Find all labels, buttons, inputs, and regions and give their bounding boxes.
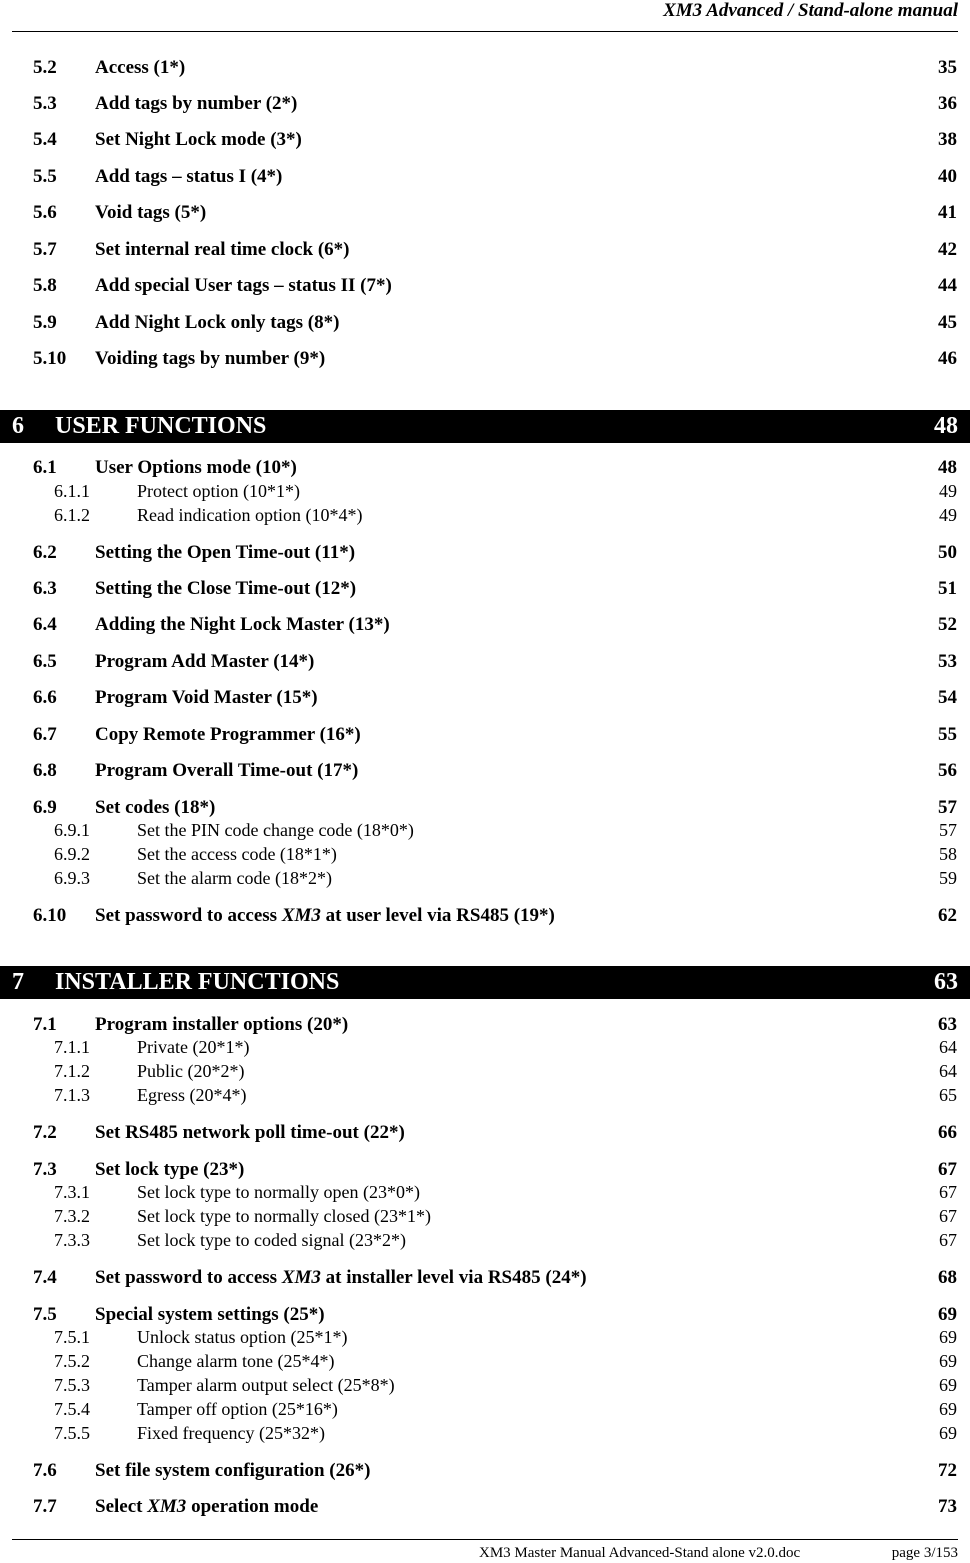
toc-entry-number: 5.8: [33, 275, 57, 296]
toc-entry-number: 6.2: [33, 542, 57, 563]
toc-chapter-heading[interactable]: [0, 410, 970, 443]
toc-entry-number: 6.10: [33, 905, 67, 926]
toc-entry-number: 7.1.3: [54, 1085, 90, 1105]
toc-entry-title: [95, 1496, 318, 1518]
toc-entry-number: 7.3.1: [54, 1182, 90, 1202]
toc-entry-page: 53: [938, 651, 957, 672]
toc-entry-title: Set Night Lock mode (3*): [95, 129, 302, 150]
toc-subsection-entry[interactable]: [0, 1206, 970, 1228]
toc-entry-page: 67: [939, 1206, 957, 1226]
toc-entry-page: 40: [938, 166, 957, 187]
toc-entry-title: Setting the Open Time-out (11*): [95, 542, 356, 563]
toc-entry-page: 69: [939, 1423, 957, 1443]
toc-entry-page: 35: [938, 57, 957, 78]
toc-entry-title: Program Overall Time-out (17*): [95, 760, 359, 781]
toc-entry-page: 49: [939, 505, 957, 525]
toc-entry-title: Egress (20*4*): [137, 1085, 247, 1105]
toc-subsection-entry[interactable]: [0, 1399, 970, 1421]
toc-entry-page: 57: [939, 820, 957, 840]
toc-entry-page: 64: [939, 1037, 957, 1057]
toc-entry-title-product: XM3: [281, 1267, 321, 1288]
toc-entry-number: 7.2: [33, 1122, 57, 1143]
header-divider: [12, 31, 958, 32]
toc-entry-page: 48: [938, 457, 957, 478]
toc-entry-number: 5.4: [33, 129, 57, 150]
toc-section-entry[interactable]: [0, 614, 970, 636]
toc-entry-number: 5.5: [33, 166, 57, 187]
toc-subsection-entry[interactable]: [0, 1351, 970, 1373]
toc-entry-title: Fixed frequency (25*32*): [137, 1423, 325, 1443]
toc-section-entry[interactable]: [0, 202, 970, 224]
toc-entry-title: Set file system configuration (26*): [95, 1460, 371, 1481]
toc-entry-title: Void tags (5*): [95, 202, 207, 223]
toc-entry-title: Setting the Close Time-out (12*): [95, 578, 357, 599]
toc-entry-title: Voiding tags by number (9*): [95, 348, 326, 369]
toc-entry-title: Add Night Lock only tags (8*): [95, 312, 340, 333]
toc-entry-number: 6.1.2: [54, 505, 90, 525]
toc-entry-page: 49: [939, 481, 957, 501]
toc-subsection-entry[interactable]: [0, 1327, 970, 1349]
toc-entry-number: 7.5: [33, 1304, 57, 1325]
toc-entry-page: 59: [939, 868, 957, 888]
toc-section-entry[interactable]: [0, 1460, 970, 1482]
toc-entry-title: Unlock status option (25*1*): [137, 1327, 348, 1347]
toc-section-entry[interactable]: [0, 651, 970, 673]
toc-entry-page: 45: [938, 312, 957, 333]
toc-entry-page: 73: [938, 1496, 957, 1517]
toc-entry-page: 64: [939, 1061, 957, 1081]
toc-section-entry[interactable]: [0, 905, 970, 927]
toc-entry-number: 6.9.3: [54, 868, 90, 888]
toc-entry-title: Adding the Night Lock Master (13*): [95, 614, 390, 635]
toc-section-entry[interactable]: [0, 239, 970, 261]
toc-entry-number: 7.4: [33, 1267, 57, 1288]
footer-page-number: page 3/153: [891, 1545, 958, 1561]
toc-entry-page: 63: [938, 1014, 957, 1035]
toc-entry-page: 38: [938, 129, 957, 150]
toc-entry-number: 6.1: [33, 457, 57, 478]
toc-subsection-entry[interactable]: [0, 1061, 970, 1083]
toc-subsection-entry[interactable]: [0, 820, 970, 842]
toc-entry-page: 41: [938, 202, 957, 223]
toc-entry-page: 44: [938, 275, 957, 296]
toc-entry-page: 69: [939, 1375, 957, 1395]
toc-entry-title-part: at installer level via RS485 (24*): [320, 1267, 587, 1288]
toc-entry-number: 6.5: [33, 651, 57, 672]
toc-entry-title: Add special User tags – status II (7*): [95, 275, 392, 296]
toc-entry-page: 72: [938, 1460, 957, 1481]
toc-entry-number: 5.7: [33, 239, 57, 260]
toc-entry-title: User Options mode (10*): [95, 457, 297, 478]
toc-section-entry[interactable]: [0, 129, 970, 151]
toc-entry-number: 5.6: [33, 202, 57, 223]
toc-chapter-heading[interactable]: [0, 966, 970, 999]
toc-section-entry[interactable]: [0, 1304, 970, 1326]
toc-entry-title: Set the access code (18*1*): [137, 844, 337, 864]
footer-divider: [12, 1539, 958, 1540]
toc-entry-title: Set lock type (23*): [95, 1159, 245, 1180]
toc-entry-title-part: Select: [95, 1496, 148, 1517]
toc-entry-title: Tamper alarm output select (25*8*): [137, 1375, 395, 1395]
toc-entry-title: Access (1*): [95, 57, 186, 78]
toc-subsection-entry[interactable]: [0, 1037, 970, 1059]
toc-entry-page: 66: [938, 1122, 957, 1143]
toc-section-entry[interactable]: [0, 275, 970, 297]
toc-subsection-entry[interactable]: [0, 481, 970, 503]
toc-entry-number: 6.8: [33, 760, 57, 781]
toc-entry-number: 7.7: [33, 1496, 57, 1517]
toc-section-entry[interactable]: [0, 760, 970, 782]
toc-section-entry[interactable]: [0, 1014, 970, 1036]
toc-entry-title: Tamper off option (25*16*): [137, 1399, 338, 1419]
toc-entry-title: Set RS485 network poll time-out (22*): [95, 1122, 405, 1143]
toc-entry-title-part: Set password to access: [95, 1267, 282, 1288]
toc-section-entry[interactable]: [0, 1159, 970, 1181]
toc-entry-title: Set the PIN code change code (18*0*): [137, 820, 414, 840]
toc-entry-number: 6.9.2: [54, 844, 90, 864]
toc-entry-number: 7.5.3: [54, 1375, 90, 1395]
toc-entry-number: 7.5.4: [54, 1399, 90, 1419]
toc-section-entry[interactable]: [0, 93, 970, 115]
toc-section-entry[interactable]: [0, 348, 970, 370]
toc-entry-number: 7.6: [33, 1460, 57, 1481]
toc-entry-title: Program installer options (20*): [95, 1014, 349, 1035]
toc-entry-title: INSTALLER FUNCTIONS: [55, 969, 340, 995]
toc-entry-page: 62: [938, 905, 957, 926]
toc-entry-number: 6.9: [33, 797, 57, 818]
footer-document-name: XM3 Master Manual Advanced-Stand alone v2.0.doc: [479, 1545, 801, 1561]
toc-entry-page: 58: [939, 844, 957, 864]
toc-entry-title: Read indication option (10*4*): [137, 505, 363, 525]
toc-subsection-entry[interactable]: [0, 1085, 970, 1107]
toc-entry-page: 56: [938, 760, 957, 781]
toc-entry-title: Program Void Master (15*): [95, 687, 318, 708]
page-header-title: XM3 Advanced / Stand-alone manual: [663, 0, 958, 21]
toc-section-entry[interactable]: [0, 724, 970, 746]
toc-entry-number: 6.6: [33, 687, 57, 708]
toc-entry-number: 5.2: [33, 57, 57, 78]
toc-entry-page: 69: [939, 1399, 957, 1419]
toc-entry-number: 7.3.2: [54, 1206, 90, 1226]
toc-entry-title: Change alarm tone (25*4*): [137, 1351, 335, 1371]
toc-entry-title: Set lock type to normally closed (23*1*): [137, 1206, 431, 1226]
toc-section-entry[interactable]: [0, 578, 970, 600]
toc-entry-number: 5.10: [33, 348, 67, 369]
toc-entry-page: 67: [939, 1230, 957, 1250]
toc-entry-number: 6.9.1: [54, 820, 90, 840]
toc-entry-number: 7.1.2: [54, 1061, 90, 1081]
toc-entry-title: Set codes (18*): [95, 797, 216, 818]
toc-entry-number: 7.3: [33, 1159, 57, 1180]
toc-entry-title: Copy Remote Programmer (16*): [95, 724, 361, 745]
toc-entry-number: 7.1: [33, 1014, 57, 1035]
toc-entry-page: 68: [938, 1267, 957, 1288]
toc-subsection-entry[interactable]: [0, 1230, 970, 1252]
toc-subsection-entry[interactable]: [0, 1375, 970, 1397]
toc-entry-number: 7.3.3: [54, 1230, 90, 1250]
toc-entry-number: 6.7: [33, 724, 57, 745]
toc-entry-title: Program Add Master (14*): [95, 651, 315, 672]
toc-entry-number: 7.1.1: [54, 1037, 90, 1057]
toc-section-entry[interactable]: [0, 687, 970, 709]
toc-entry-number: 6.4: [33, 614, 57, 635]
toc-entry-title: USER FUNCTIONS: [55, 413, 267, 439]
toc-entry-title: [95, 905, 555, 927]
toc-entry-title-product: XM3: [281, 905, 321, 926]
toc-entry-title: [95, 1267, 587, 1289]
toc-entry-title: Set internal real time clock (6*): [95, 239, 350, 260]
toc-entry-page: 65: [939, 1085, 957, 1105]
toc-entry-page: 69: [939, 1351, 957, 1371]
toc-section-entry[interactable]: [0, 1122, 970, 1144]
toc-section-entry[interactable]: [0, 797, 970, 819]
toc-entry-page: 69: [939, 1327, 957, 1347]
toc-subsection-entry[interactable]: [0, 868, 970, 890]
toc-entry-page: 50: [938, 542, 957, 563]
toc-entry-title-part: at user level via RS485 (19*): [320, 905, 555, 926]
toc-entry-page: 57: [938, 797, 957, 818]
toc-entry-page: 63: [934, 969, 958, 995]
toc-section-entry[interactable]: [0, 1496, 970, 1518]
toc-entry-number: 7.5.1: [54, 1327, 90, 1347]
toc-section-entry[interactable]: [0, 312, 970, 334]
toc-section-entry[interactable]: [0, 542, 970, 564]
toc-entry-title: Add tags – status I (4*): [95, 166, 283, 187]
toc-entry-title: Special system settings (25*): [95, 1304, 325, 1325]
toc-entry-number: 6.1.1: [54, 481, 90, 501]
toc-entry-title: Set lock type to coded signal (23*2*): [137, 1230, 406, 1250]
toc-entry-page: 55: [938, 724, 957, 745]
toc-entry-number: 7: [12, 969, 24, 995]
toc-entry-page: 67: [938, 1159, 957, 1180]
toc-entry-page: 36: [938, 93, 957, 114]
toc-section-entry[interactable]: [0, 457, 970, 479]
toc-entry-page: 48: [934, 413, 958, 439]
toc-subsection-entry[interactable]: [0, 505, 970, 527]
toc-entry-number: 6: [12, 413, 24, 439]
toc-entry-number: 5.3: [33, 93, 57, 114]
toc-entry-title-part: operation mode: [186, 1496, 319, 1517]
toc-entry-title: Set the alarm code (18*2*): [137, 868, 332, 888]
toc-entry-title-part: Set password to access: [95, 905, 282, 926]
toc-entry-title: Public (20*2*): [137, 1061, 245, 1081]
toc-entry-title: Add tags by number (2*): [95, 93, 298, 114]
toc-entry-page: 54: [938, 687, 957, 708]
toc-section-entry[interactable]: [0, 1267, 970, 1289]
toc-entry-page: 67: [939, 1182, 957, 1202]
toc-entry-page: 42: [938, 239, 957, 260]
toc-entry-number: 7.5.2: [54, 1351, 90, 1371]
toc-subsection-entry[interactable]: [0, 1182, 970, 1204]
toc-entry-number: 6.3: [33, 578, 57, 599]
toc-entry-title: Protect option (10*1*): [137, 481, 300, 501]
toc-subsection-entry[interactable]: [0, 1423, 970, 1445]
toc-entry-page: 46: [938, 348, 957, 369]
toc-entry-number: 7.5.5: [54, 1423, 90, 1443]
toc-section-entry[interactable]: [0, 57, 970, 79]
toc-entry-page: 69: [938, 1304, 957, 1325]
toc-entry-title: Set lock type to normally open (23*0*): [137, 1182, 420, 1202]
toc-subsection-entry[interactable]: [0, 844, 970, 866]
toc-entry-page: 52: [938, 614, 957, 635]
toc-entry-title: Private (20*1*): [137, 1037, 250, 1057]
toc-entry-number: 5.9: [33, 312, 57, 333]
toc-section-entry[interactable]: [0, 166, 970, 188]
toc-entry-page: 51: [938, 578, 957, 599]
toc-entry-title-product: XM3: [147, 1496, 187, 1517]
